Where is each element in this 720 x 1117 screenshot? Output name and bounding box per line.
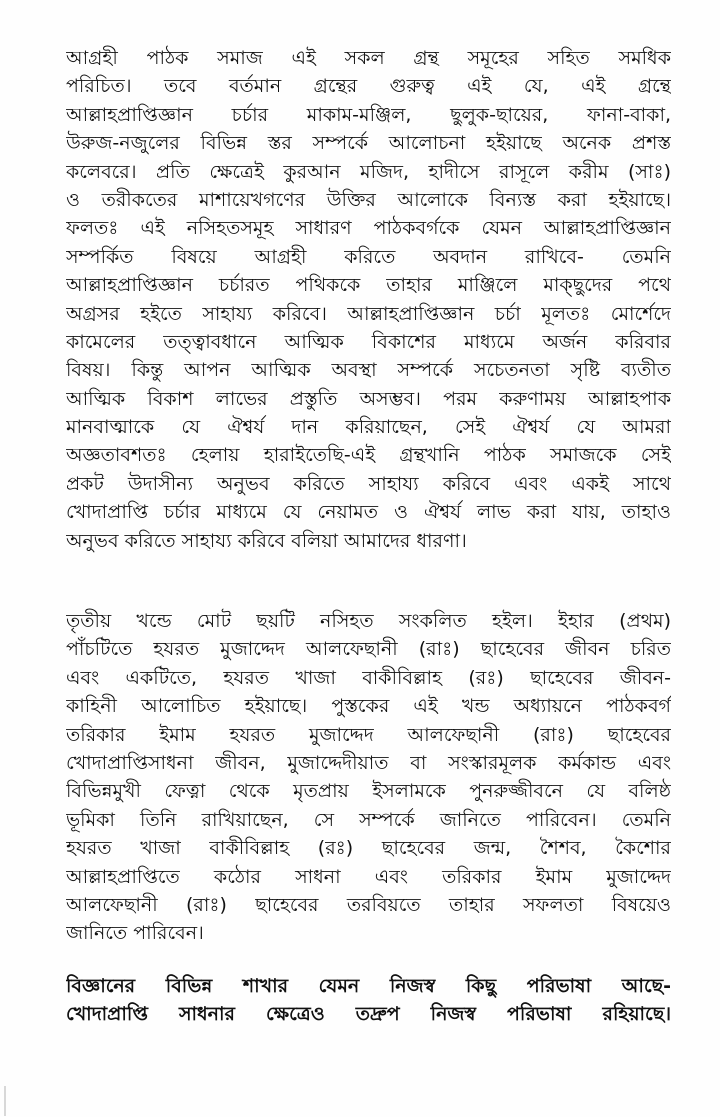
text-line: বিষয়। কিন্তু আপন আত্মিক অবস্থা সম্পর্কে সচেতনতা সৃষ্টি ব্যতীত [66,359,671,382]
text-line: পাঁচটিতে হযরত মুজাদ্দেদ আলফেছানী (রাঃ) ছাহেবের জীবন চরিত [66,638,671,661]
text-line: অগ্রসর হইতে সাহায্য করিবে। আল্লাহপ্রাপ্তিজ্ঞান চর্চা মূলতঃ মোর্শেদে [66,302,671,325]
text-line: অনুভব করিতে সাহায্য করিবে বলিয়া আমাদের ধারণা। [66,529,467,552]
text-line: সম্পর্কিত বিষয়ে আগ্রহী করিতে অবদান রাখিবে- তেমনি [66,245,671,268]
text-line: জানিতে পারিবেন। [66,922,204,945]
paragraph-terminology [66,972,671,1029]
text-line: বিজ্ঞানের বিভিন্ন শাখার যেমন নিজস্ব কিছু পরিভাষা আছে- [66,975,671,997]
text-line: ভূমিকা তিনি রাখিয়াছেন, সে সম্পর্কে জানিতে পারিবেন। তেমনি [66,808,671,831]
text-line: খোদাপ্রাপ্তি সাধনার ক্ষেত্রেও তদ্রুপ নিজস্ব পরিভাষা রহিয়াছে। [66,1003,671,1026]
text-line: হযরত খাজা বাকীবিল্লাহ (রঃ) ছাহেবের জন্ম, শৈশব, কৈশোর [66,837,671,860]
paragraph-third-volume [66,607,671,948]
text-line: তরিকার ইমাম হযরত মুজাদ্দেদ আলফেছানী (রাঃ) ছাহেবের [66,723,671,746]
text-line: এবং একটিতে, হযরত খাজা বাকীবিল্লাহ (রঃ) ছাহেবের জীবন- [66,666,671,689]
paragraph-introduction [66,44,671,555]
text-line: কাহিনী আলোচিত হইয়াছে। পুস্তকের এই খন্ড অধ্যায়নে পাঠকবর্গ [66,695,671,718]
text-line: উরুজ-নজুলের বিভিন্ন স্তর সম্পর্কে আলোচনা হইয়াছে অনেক প্রশস্ত [66,132,671,155]
text-line: আগ্রহী পাঠক সমাজ এই সকল গ্রন্থ সমূহের সহিত সমধিক [66,47,671,69]
text-line: মানবাত্মাকে যে ঐশ্বর্য দান করিয়াছেন, সেই ঐশ্বর্য যে আমরা [66,416,671,439]
text-line: বিভিন্নমুখী ফেত্না থেকে মৃতপ্রায় ইসলামকে পুনরুজ্জীবনে যে বলিষ্ঠ [66,780,671,803]
text-line: কলেবরে। প্রতি ক্ষেত্রেই কুরআন মজিদ, হাদীসে রাসূলে করীম (সাঃ) [66,160,671,183]
text-line: আল্লাহপ্রাপ্তিজ্ঞান চর্চারত পথিককে তাহার মাঞ্জিলে মাক্ছুদের পথে [66,274,671,297]
text-line: পরিচিত। তবে বর্তমান গ্রন্থের গুরুত্ব এই যে, এই গ্রন্থে [66,75,671,98]
page-edge-divider [4,1086,6,1116]
text-line: অজ্ঞতাবশতঃ হেলায় হারাইতেছি-এই গ্রন্থখানি পাঠক সমাজকে সেই [66,444,671,467]
text-line: প্রকট উদাসীন্য অনুভব করিতে সাহায্য করিবে এবং একই সাথে [66,472,671,495]
text-line: ফলতঃ এই নসিহতসমূহ সাধারণ পাঠকবর্গকে যেমন আল্লাহপ্রাপ্তিজ্ঞান [66,217,671,240]
text-line: আলফেছানী (রাঃ) ছাহেবের তরবিয়তে তাহার সফলতা বিষয়েও [66,893,671,916]
text-line: আত্মিক বিকাশ লাভের প্রস্তুতি অসম্ভব। পরম করুণাময় আল্লাহপাক [66,387,671,410]
text-line: তৃতীয় খন্ডে মোট ছয়টি নসিহত সংকলিত হইল। ইহার (প্রথম) [66,610,671,632]
text-line: খোদাপ্রাপ্তিসাধনা জীবন, মুজাদ্দেদীয়াত বা সংস্কারমূলক কর্মকান্ড এবং [66,751,671,774]
text-line: আল্লাহপ্রাপ্তিতে কঠোর সাধনা এবং তরিকার ইমাম মুজাদ্দেদ [66,865,671,888]
text-line: ও তরীকতের মাশায়েখগণের উক্তির আলোকে বিন্যস্ত করা হইয়াছে। [66,188,671,211]
text-line: আল্লাহপ্রাপ্তিজ্ঞান চর্চার মাকাম-মঞ্জিল, ছুলুক-ছায়ের, ফানা-বাকা, [66,103,671,126]
text-line: খোদাপ্রাপ্তি চর্চার মাধ্যমে যে নেয়ামত ও ঐশ্বর্য লাভ করা যায়, তাহাও [66,501,671,524]
text-line: কামেলের তত্ত্বাবধানে আত্মিক বিকাশের মাধ্যমে অর্জন করিবার [66,330,671,353]
